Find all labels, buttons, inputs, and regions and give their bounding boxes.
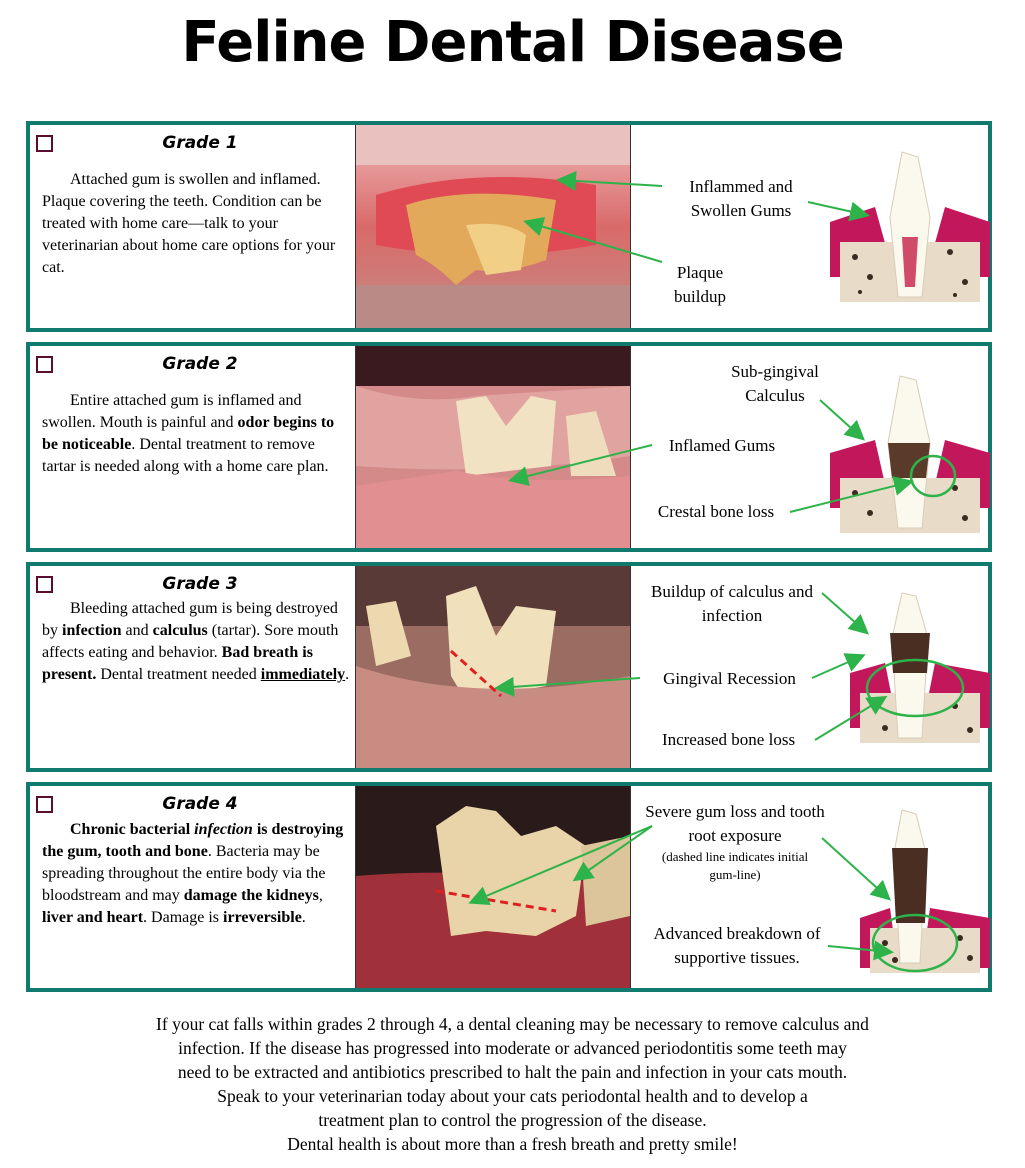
grade-2-panel — [26, 342, 992, 552]
grade-1-heading: Grade 1 — [162, 133, 238, 153]
grade-3-label-bone-loss: Increased bone loss — [661, 730, 796, 749]
grade-1-checkbox[interactable] — [36, 135, 53, 152]
grade-2-label-gums: Inflamed Gums — [668, 436, 776, 455]
description-run: Bleeding attached gum is being destroyed by — [42, 600, 338, 639]
grade-3-photo — [355, 566, 631, 768]
page-title: Feline Dental Disease — [181, 10, 844, 75]
description-run: Dental treatment needed — [96, 666, 261, 683]
grade-2-checkbox[interactable] — [36, 356, 53, 373]
description-run: Entire attached gum is inflamed and swollen. Mouth is painful and — [42, 392, 302, 431]
footer-line: infection. If the disease has progressed into moderate or advanced periodontitis some teeth may — [178, 1038, 847, 1058]
grade-3-description — [42, 598, 352, 686]
description-run: . Damage is — [143, 909, 224, 926]
footer-line: treatment plan to control the progression of the disease. — [318, 1110, 707, 1130]
grade-4-panel — [26, 782, 992, 992]
description-run: Bad breath is present. — [42, 644, 313, 683]
footer-line: If your cat falls within grades 2 through 4, a dental cleaning may be necessary to remove calculus and — [156, 1014, 869, 1034]
grade-1-photo — [355, 125, 631, 328]
description-run: infection — [194, 821, 253, 838]
description-run: Attached gum is swollen and inflamed. Plaque covering the teeth. Condition can be treated with home care—talk to your veterinarian about home care options for your cat. — [42, 171, 336, 276]
description-run: damage the kidneys — [183, 887, 319, 904]
description-run: calculus — [152, 622, 208, 639]
description-run: and — [121, 622, 153, 639]
description-run: infection — [62, 622, 122, 639]
description-run: . — [301, 909, 306, 926]
description-run: is destroying the gum, tooth and bone — [42, 821, 344, 860]
footer-text — [0, 1012, 1025, 1156]
grade-4-label-breakdown: Advanced breakdown of supportive tissues. — [653, 924, 821, 967]
indent — [42, 392, 70, 409]
indent — [42, 821, 70, 838]
grade-2-tooth-diagram — [830, 368, 990, 538]
indent — [42, 171, 70, 188]
grade-2-photo — [355, 346, 631, 548]
grade-2-heading: Grade 2 — [162, 354, 238, 374]
grade-2-description — [42, 390, 352, 478]
grade-3-label-buildup: Buildup of calculus and infection — [651, 582, 813, 625]
description-run: . Dental treatment to remove tartar is needed along with a home care plan. — [42, 436, 329, 475]
description-run: Chronic bacterial — [70, 821, 195, 838]
grade-1-description — [42, 169, 352, 279]
footer-line: Speak to your veterinarian today about your cats periodontal health and to develop a — [217, 1086, 808, 1106]
description-run: (tartar). Sore mouth affects eating and behavior. — [42, 622, 339, 661]
grade-1-tooth-diagram — [830, 147, 990, 317]
description-run: . — [345, 666, 350, 683]
footer-line: Dental health is about more than a fresh breath and pretty smile! — [287, 1134, 738, 1154]
grade-4-tooth-diagram — [830, 808, 990, 978]
grade-3-heading: Grade 3 — [162, 574, 238, 594]
grade-4-description — [42, 819, 352, 929]
grade-1-label-gums: Inflammed and Swollen Gums — [689, 177, 793, 220]
grade-3-label-recession: Gingival Recession — [663, 669, 796, 688]
grade-4-label-gum-loss: Severe gum loss and tooth root exposure — [645, 802, 825, 845]
grade-1-panel — [26, 121, 992, 332]
description-run: odor begins to be noticeable — [42, 414, 335, 453]
grade-4-label-dashed-note: (dashed line indicates initial gum-line) — [661, 849, 809, 882]
description-run: immediately — [260, 666, 346, 683]
description-run: irreversible — [223, 909, 302, 926]
grade-3-tooth-diagram — [830, 588, 990, 758]
grade-2-label-bone-loss: Crestal bone loss — [657, 502, 775, 521]
footer-line: need to be extracted and antibiotics prescribed to halt the pain and infection in your cats mouth. — [177, 1062, 848, 1082]
grade-4-photo — [355, 786, 631, 988]
grade-2-label-calculus: Sub-gingival Calculus — [731, 362, 819, 405]
grade-4-checkbox[interactable] — [36, 796, 53, 813]
grade-3-panel — [26, 562, 992, 772]
grade-3-checkbox[interactable] — [36, 576, 53, 593]
grade-1-label-plaque: Plaque buildup — [674, 263, 726, 306]
indent — [42, 600, 70, 617]
grade-4-heading: Grade 4 — [162, 794, 238, 814]
description-run: . Bacteria may be spreading throughout the entire body via the bloodstream and may — [42, 843, 326, 904]
description-run: , — [318, 887, 323, 904]
description-run: liver and heart — [42, 909, 144, 926]
